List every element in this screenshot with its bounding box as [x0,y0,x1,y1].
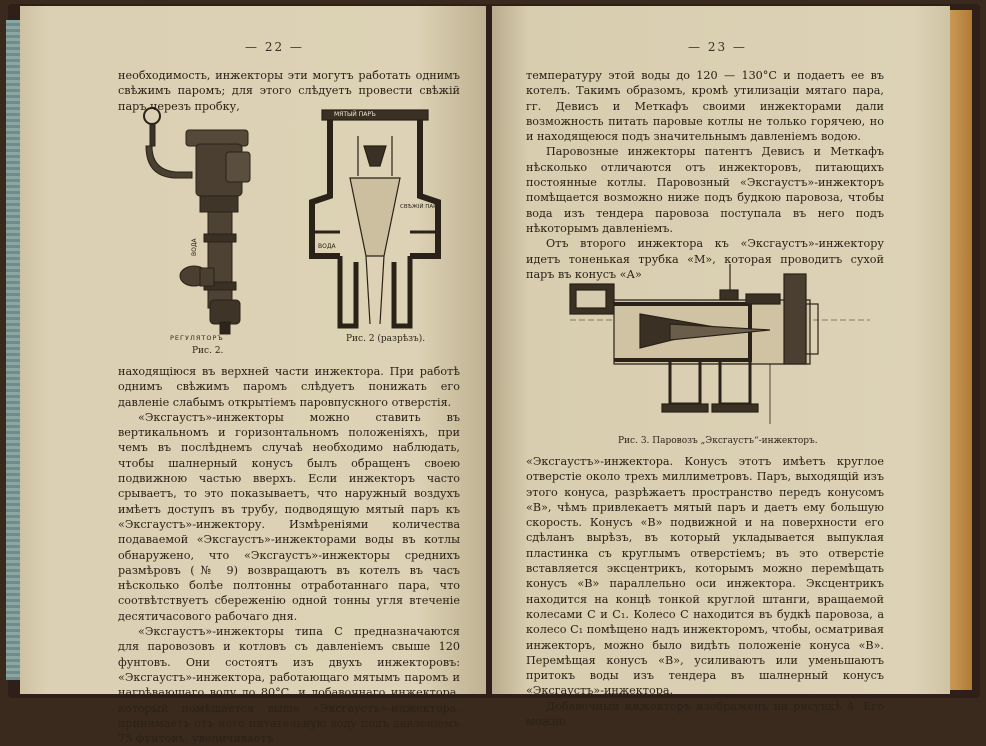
water-inlet-label: ВОДА [318,243,336,250]
figure-section-caption: Рис. 2 (разрѣзъ). [346,334,426,344]
regulator-label: РЕГУЛЯТОРЪ [170,334,224,342]
right-body-bottom: «Эксгаустъ»-инжектора. Конусъ этотъ имѣетъ круглое отверстiе около трехъ миллиметровъ. Паръ, выходящiй изъ этого конуса, разрѣжаетъ пространство передъ конусомъ «В», чѣмъ привлекаетъ мятый паръ и даетъ ему большую скорость. Конусъ «В» подвижной и на поверхности его сдѣланъ вырѣзъ, въ который укладывается выпуклая пластинка съ круглымъ отверстiемъ; въ это отверстiе вставляется эксцентрикъ, которымъ можно перемѣщать конусъ «В» параллельно оси инжектора. Эксцентрикъ находится на концѣ тонкой круглой штанги, вращаемой колесами С и С₁. Колесо С находится въ будкѣ паровоза, а колесо С₁ помѣщено надъ инжекторомъ, чтобы, осматривая инжекторъ, можно было видѣть положенiе конуса «В». Перемѣщая конусъ «В», усиливаютъ или уменьшаютъ притокъ воды изъ тендера въ шалнерный конусъ «Эксгаустъ»-инжектора. Добавочный инжекторъ изображенъ на рисункѣ 4. Его можно [526,455,884,729]
fresh-steam-label: СВѢЖIЙ ПАРЪ [400,204,442,210]
left-page [20,6,486,746]
page-number: — 23 — [688,40,747,54]
left-body: находящiюся въ верхней части инжектора. При работѣ однимъ свѣжимъ паромъ слѣдуетъ понижать его давленiе слабымъ открытiемъ паровпускного отверстiя. «Эксгаустъ»-инжекторы можно ставить въ вертикальномъ и горизонтальномъ положенiяхъ, при чемъ въ послѣднемъ случаѣ необходимо наблюдать, чтобы шалнерный конусъ былъ обращенъ своею подвижною частью вверхъ. Если инжекторъ часто срываетъ, то это показываетъ, что наружный воздухъ имѣетъ доступъ въ трубу, подводящую мятый паръ къ «Эксгаустъ»-инжектору. Измѣренiями количества подаваемой «Эксгаустъ»-инжекторами воды въ котлы обнаружено, что «Эксгаустъ»-инжекторы среднихъ размѣровъ (№ 9) возвращаютъ въ котелъ въ часъ нѣсколько болѣе полтонны отработаннаго пара, что соотвѣтствуетъ сбереженiю одной тонны угля втеченiе десятичасового рабочаго дня. «Эксгаустъ»-инжекторы типа С предназначаются для паровозовъ и котловъ съ давленiемъ свыше 120 фунтовъ. Они состоятъ изъ двухъ инжекторовъ: «Эксгаустъ»-инжектора, работающаго мятымъ паромъ и нагрѣвающаго воду до 80°С, и добавочнаго инжектора, который помѣщается выше «Эксгаустъ»-инжектора, принимаетъ отъ него питательную воду подъ давленiемъ 75 фунтовъ, увеличиваетъ [118,365,460,746]
book-edge-right [950,10,972,690]
used-steam-label: МЯТЫЙ ПАРЪ [334,111,376,118]
figure-caption: Рис. 2. [192,346,224,356]
injector-figure [130,104,290,342]
top-paragraph: необходимость, инжекторы эти могутъ работать однимъ свѣжимъ паромъ; для этого слѣдуетъ провести свѣжiй паръ черезъ пробку, [118,69,460,113]
right-body-top: температуру этой воды до 120 — 130°С и подаетъ ее въ котелъ. Такимъ образомъ, кромѣ утилизацiи мятаго пара, гг. Девисъ и Меткафъ своими инжекторами дали возможность питать паровые котлы не только горячею, но и находящеюся подъ значительнымъ давленiемъ водою. Паровозные инжекторы патентъ Девисъ и Меткафъ нѣсколько отличаются отъ инжекторовъ, питающихъ постоянные котлы. Паровозный «Эксгаустъ»-инжекторъ помѣщается возможно ниже подъ будкою паровоза, чтобы вода изъ тендера паровоза поступала въ него подъ нѣкоторымъ давленiемъ. Отъ второго инжектора къ «Эксгаустъ»-инжектору идетъ тоненькая трубка «М», которая проводитъ сухой паръ въ конусъ «А» [526,69,884,281]
locomotive-injector-figure [570,264,870,428]
page-number: — 22 — [245,40,304,54]
injector-section-figure [300,106,450,332]
right-page [492,6,950,729]
figure-3-caption: Рис. 3. Паровозъ „Эксгаустъ“-инжекторъ. [618,436,818,446]
water-label: ВОДА [191,238,198,256]
